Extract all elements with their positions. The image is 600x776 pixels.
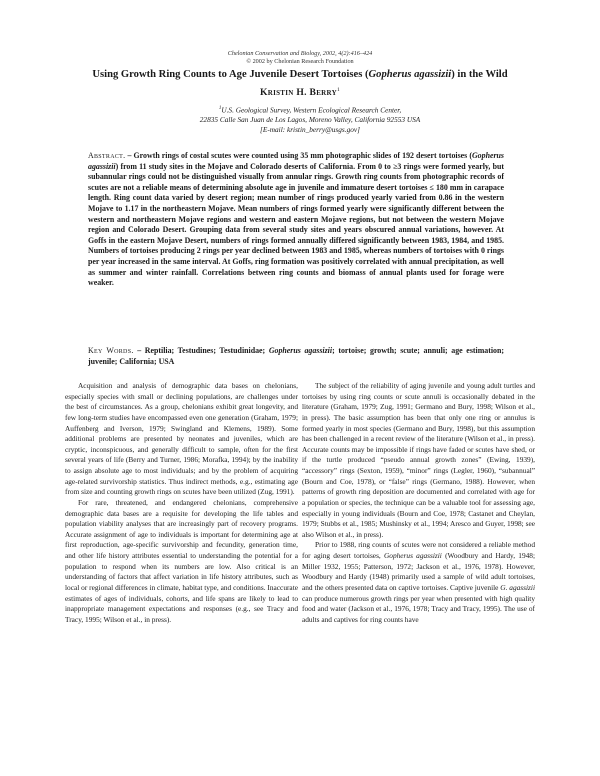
- copyright-line: © 2002 by Chelonian Research Foundation: [246, 57, 354, 65]
- affiliation-line-1: [150, 104, 470, 115]
- body-paragraph: The subject of the reliability of aging juvenile and young adult turtles and tortoises by using ring counts or scute annuli is occasionally debated in the literature (Graham, 1979; Zug, 1991; Germano and Bury, 1998; Wilson et al., in press). The basic assumption has been that only one ring or annulus is formed yearly in most species (Germano and Bury, 1998), but this assumption has been challenged in a recent review of the literature (Wilson et al., in press). Accurate counts may be impossible if rings have faded or scutes have shed, or if the turtle produced “pseudo annual growth zones” (Ewing, 1939), “accessory” rings (Sexton, 1959), “minor” rings (Legler, 1960), “subannual” (Bourn and Coe, 1978), or “false” rings (Germano, 1988). However, when patterns of growth ring deposition are documented and correlated with age for a population or species, the technique can be a valuable tool for assessing age, especially in young individuals (Bourn and Coe, 1978; Castanet and Cheylan, 1979; Stubbs et al., 1985; Mushinsky et al., 1994; Aresco and Guyer, 1998; see also Wilson et al., in press).: [302, 381, 535, 539]
- journal-citation: Chelonian Conservation and Biology, 2002, 4(2):416–424: [227, 50, 373, 57]
- author-line: [0, 84, 600, 99]
- keywords: [88, 346, 504, 367]
- author-name: Kristin H. Berry: [259, 87, 337, 99]
- abstract-label: Abstract.: [88, 151, 126, 160]
- journal-header: [0, 50, 600, 65]
- body-paragraph: Prior to 1988, ring counts of scutes were not considered a reliable method for aging desert tortoises, Gopherus agassizii (Woodbury and Hardy, 1948; Miller 1932, 1955; Patterson, 1972; Jackson et al., 1976, 1978). However, Woodbury and Hardy (1948) primarily used a sample of wild adult tortoises, and the others presented data on captive tortoises. Captive juvenile G. agassizii can produce numerous growth rings per year when presented with high quality food and water (Jackson et al., 1976, 1978; Tracy and Tracy, 1995). The use of adults and captives for ring counts have: [302, 540, 535, 624]
- body-column-left: [65, 381, 298, 625]
- affiliation-address: 22835 Calle San Juan de Los Lagos, Moreno Valley, California 92553 USA: [199, 115, 421, 125]
- keywords-text: – Reptilia; Testudines; Testudinidae; Gopherus agassizii; tortoise; growth; scute; annuli; age estimation; juvenile; California; USA: [88, 346, 505, 366]
- article-title: Using Growth Ring Counts to Age Juvenile Desert Tortoises (Gopherus agassizii) in the Wild: [92, 69, 508, 80]
- author-affiliation-mark: 1: [336, 87, 341, 93]
- affiliation: [150, 104, 470, 135]
- affiliation-email: [E-mail: kristin_berry@usgs.gov]: [260, 125, 360, 135]
- body-column-right: [302, 381, 535, 625]
- affiliation-mark: 1: [218, 106, 222, 111]
- abstract-text: – Growth rings of costal scutes were counted using 35 mm photographic slides of 192 desert tortoises (Gopherus agassizii) from 11 study sites in the Mojave and Colorado deserts of California. From 0 to ≥3 rings were formed yearly, but subannular rings could not be distinguished visually from annular rings. Growth ring counts from photographic records of scutes are not a reliable means of determining absolute age in juvenile and immature desert tortoises ≤ 180 mm in carapace length. Ring count data varied by desert region; mean number of rings produced yearly varied from 0.86 in the western Mojave to 1.17 in the northeastern Mojave. Mean numbers of rings formed yearly were significantly different between the western and northeastern Mojave regions and western and eastern Mojave regions, but not between the western Mojave region and Colorado Desert. Grouping data from several study sites and years obscured annual variations, however. At Goffs in the eastern Mojave Desert, numbers of rings formed annually differed significantly between 1983, 1984, and 1985. Numbers of tortoises producing 2 rings per year declined between 1983 and 1985, whereas numbers of tortoises with 0 rings per year increased in the same interval. At Goffs, ring formation was positively correlated with annual precipitation, as well as summer and winter rainfall. Correlations between ring counts and biomass of annual plants used for forage were weaker.: [88, 151, 504, 288]
- keywords-label: Key Words.: [88, 346, 134, 355]
- body-paragraph: For rare, threatened, and endangered chelonians, comprehensive demographic data bases are a requisite for developing the life tables and population viability analyses that are increasingly part of recovery programs. Accurate assignment of age to individuals is important for determining age at first reproduction, age-specific survivorship and fecundity, generation time, and other life history attributes essential to understanding the potential for a population to respond when its numbers are low. Also critical is an understanding of factors that affect variation in life history attributes, such as local or regional differences in climate, habitat type, and conditions. Inaccurate estimates of ages of individuals, cohorts, and life spans are likely to lead to inappropriate management expectations and responses (e.g., see Tracy and Tracy, 1995; Wilson et al., in press).: [65, 497, 298, 624]
- body-paragraph: Acquisition and analysis of demographic data bases on chelonians, especially species with small or declining populations, are challenges under the best of circumstances. As a group, chelonians exhibit great longevity, and few long-term studies have encompassed even one generation (Graham, 1979; Auffenberg and Iverson, 1979; Swingland and Klemens, 1989). Some additional problems are presented by neonates and juveniles, which are cryptic, inconspicuous, and generally difficult to sample, often for the first several years of life (Berry and Turner, 1986; Morafka, 1994); by the inability to assign absolute age to most individuals; and by the problem of acquiring age-related survivorship statistics. Thus indirect methods, e.g., estimating age from size and counting growth rings on scutes have been utilized (Zug, 1991).: [65, 381, 298, 497]
- abstract: [88, 151, 504, 289]
- affiliation-institution: U.S. Geological Survey, Western Ecological Research Center,: [221, 105, 402, 115]
